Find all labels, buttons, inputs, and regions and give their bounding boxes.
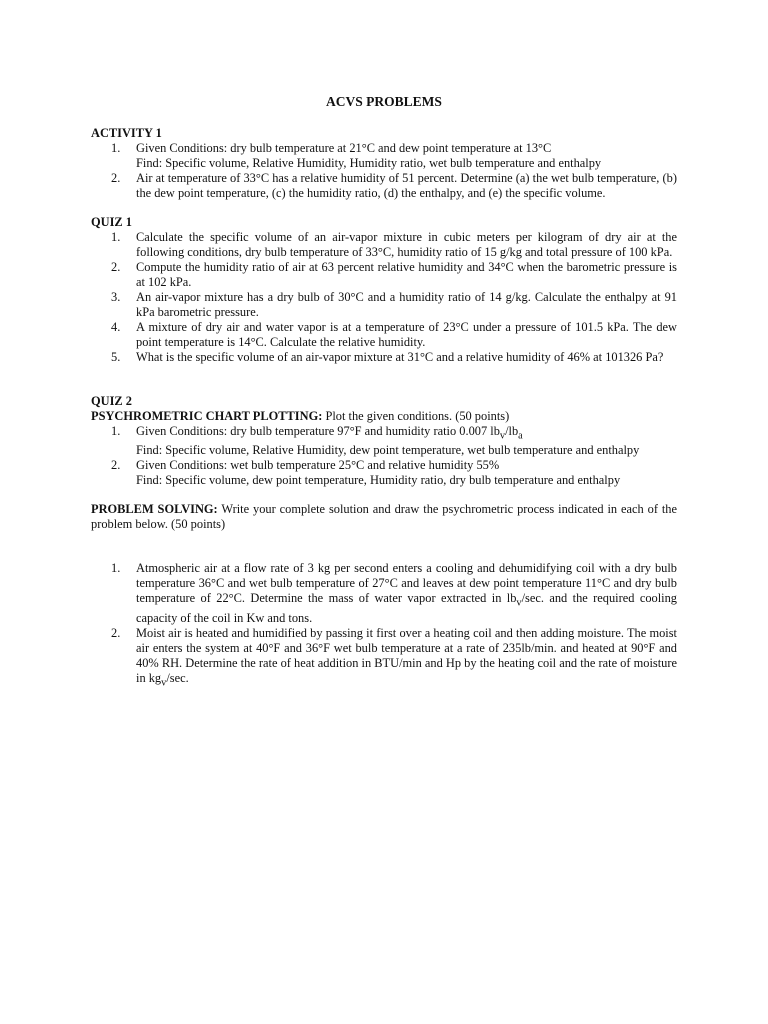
item-number: 1. xyxy=(111,561,121,576)
item-text: A mixture of dry air and water vapor is at a temperature of 23°C under a pressure of 101.5 kPa. The dew point temperature is 14°C. Calculate the relative humidity. xyxy=(136,320,677,349)
item-text: Given Conditions: wet bulb temperature 25°C and relative humidity 55% xyxy=(136,458,500,473)
problem-solving-list xyxy=(91,561,677,690)
item-number: 3. xyxy=(111,290,121,304)
subheading-rest: Plot the given conditions. (50 points) xyxy=(322,409,510,423)
item-text: Find: Specific volume, dew point temperature, Humidity ratio, dry bulb temperature and enthalpy xyxy=(136,473,621,488)
page-title: ACVS PROBLEMS xyxy=(326,94,442,109)
item-text: Find: Specific volume, Relative Humidity, dew point temperature, wet bulb temperature and enthalpy xyxy=(136,443,640,458)
quiz-1-heading: QUIZ 1 xyxy=(91,215,132,229)
item-text: Given Conditions: dry bulb temperature 97°F and humidity ratio 0.007 $lb_v/lb_a$ xyxy=(136,424,523,442)
item-number: 2. xyxy=(111,458,121,473)
item-text: What is the specific volume of an air-vapor mixture at 31°C and a relative humidity of 46% at 101326 Pa? xyxy=(136,350,664,364)
list-item xyxy=(91,171,677,201)
quiz-2-list xyxy=(91,424,677,488)
item-text: Given Conditions: dry bulb temperature at 21°C and dew point temperature at 13°C xyxy=(136,141,552,155)
item-text: Moist air is heated and humidified by passing it first over a heating coil and then adding moisture. The moist air enters the system at 40°F and 36°F wet bulb temperature at a rate of 235lb/min. and heated at 90°F and 40% RH. Determine the rate of heat addition in BTU/min and Hp by the heating coil and the rate of moisture in $kg_v/\sec$. xyxy=(136,625,677,689)
document-content xyxy=(91,126,677,690)
quiz-1-list xyxy=(91,230,677,365)
list-item xyxy=(91,424,677,458)
list-item xyxy=(91,320,677,350)
item-text: An air-vapor mixture has a dry bulb of 30°C and a humidity ratio of 14 g/kg. Calculate the enthalpy at 91 kPa barometric pressure. xyxy=(136,290,677,319)
item-number: 1. xyxy=(111,424,121,438)
list-item xyxy=(91,141,677,171)
item-text: Compute the humidity ratio of air at 63 percent relative humidity and 34°C when the barometric pressure is at 102 kPa. xyxy=(136,260,677,289)
list-item xyxy=(91,290,677,320)
subheading-bold: PSYCHROMETRIC CHART PLOTTING: xyxy=(91,409,323,423)
problem-solving-section xyxy=(91,502,677,690)
activity-1-section xyxy=(91,126,677,201)
quiz-2-section xyxy=(91,394,677,488)
quiz-1-section xyxy=(91,215,677,365)
quiz-2-subheading xyxy=(91,409,677,424)
list-item xyxy=(91,458,677,488)
activity-1-list xyxy=(91,141,677,201)
list-item xyxy=(91,626,677,690)
item-number: 2. xyxy=(111,625,121,640)
item-number: 1. xyxy=(111,141,121,155)
item-number: 1. xyxy=(111,230,121,244)
item-number: 2. xyxy=(111,171,121,185)
list-item xyxy=(91,350,677,365)
activity-1-heading: ACTIVITY 1 xyxy=(91,126,162,140)
list-item xyxy=(91,260,677,290)
problem-solving-bold: PROBLEM SOLVING: xyxy=(91,502,218,517)
item-text: Calculate the specific volume of an air-vapor mixture in cubic meters per kilogram of dry air at the following conditions, dry bulb temperature of 33°C, humidity ratio of 15 g/kg and total pressure of 100 kPa. xyxy=(136,230,677,259)
problem-solving-rest: Write your complete solution and draw the psychrometric process indicated in each of the problem below. (50 points) xyxy=(91,502,677,532)
list-item xyxy=(91,561,677,625)
item-number: 4. xyxy=(111,320,121,334)
item-text: Atmospheric air at a flow rate of 3 kg per second enters a cooling and dehumidifying coil with a dry bulb temperature 36°C and wet bulb temperature of 27°C and leaves at dew point temperature 11°C and dry bulb temperature of 22°C. Determine the mass of water vapor extracted in $lb_v/\sec$. and the required cooling capacity of the coil in Kw and tons. xyxy=(136,561,677,625)
item-text: Find: Specific volume, Relative Humidity, Humidity ratio, wet bulb temperature and enthalpy xyxy=(136,156,602,170)
list-item xyxy=(91,230,677,260)
problem-solving-heading xyxy=(91,502,677,532)
item-number: 5. xyxy=(111,350,121,364)
item-number: 2. xyxy=(111,260,121,274)
item-text: Air at temperature of 33°C has a relative humidity of 51 percent. Determine (a) the wet bulb temperature, (b) the dew point temperature, (c) the humidity ratio, (d) the enthalpy, and (e) the specific volume. xyxy=(136,171,677,200)
quiz-2-heading: QUIZ 2 xyxy=(91,394,132,408)
